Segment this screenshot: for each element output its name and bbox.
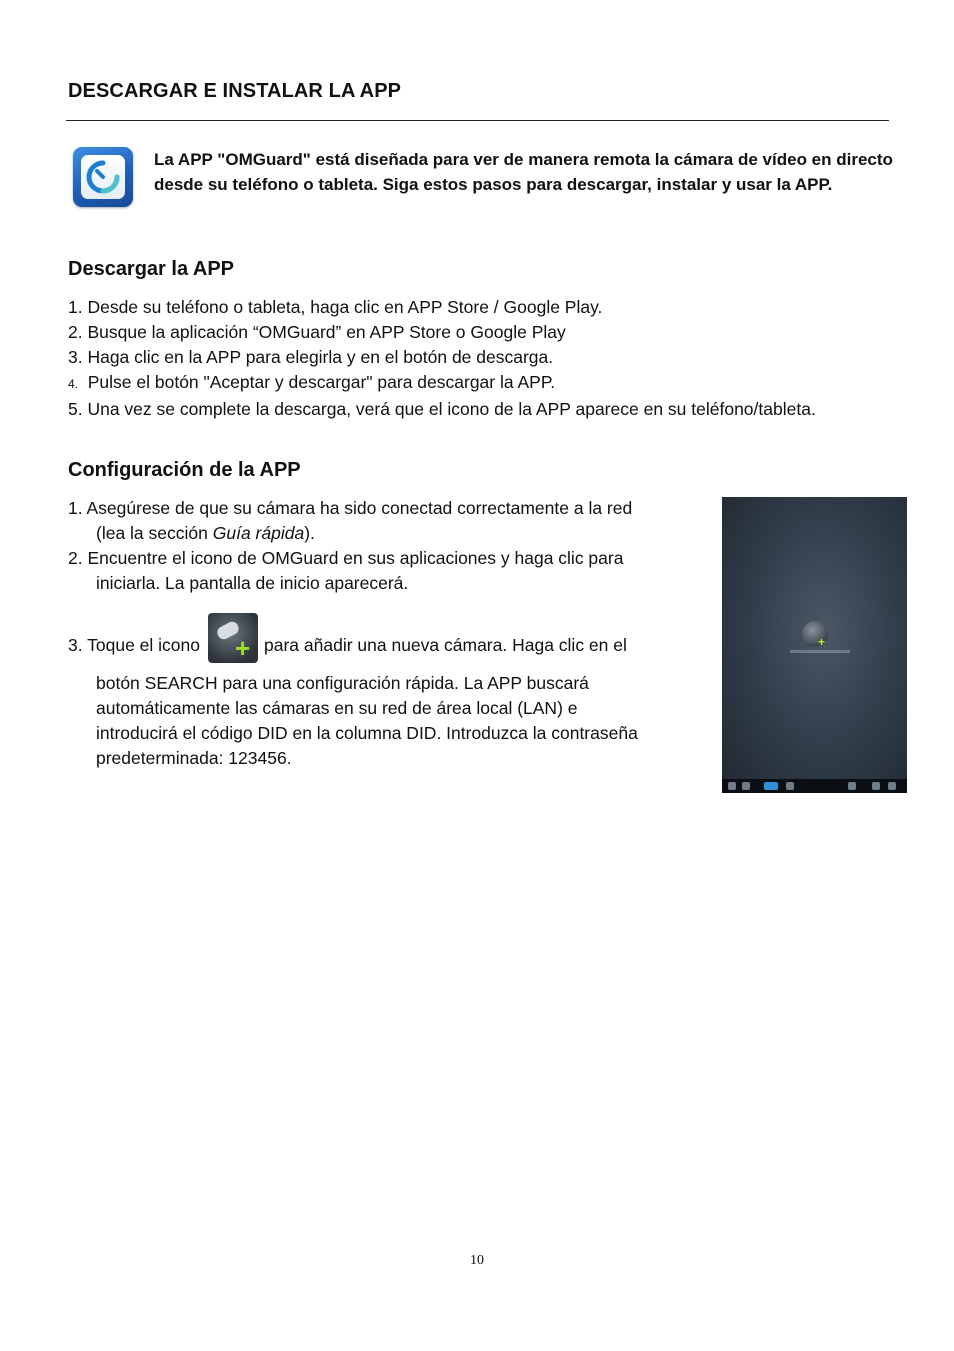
download-step-5: 5. Una vez se complete la descarga, verá que el icono de la APP aparece en su teléfono/tableta. <box>68 399 816 419</box>
download-step-2: 2. Busque la aplicación “OMGuard” en APP Store o Google Play <box>68 322 566 342</box>
status-icon <box>848 782 856 790</box>
download-step-4 <box>68 370 898 397</box>
config-step-1-cont <box>68 521 708 546</box>
config-step-3-line-2: botón SEARCH para una configuración rápida. La APP buscará <box>96 673 589 693</box>
config-step-3-line-3: automáticamente las cámaras en su red de área local (LAN) e <box>96 698 578 718</box>
config-step-3-line <box>68 613 728 663</box>
add-camera-icon: + <box>208 613 258 663</box>
config-step-3-line-5: predeterminada: 123456. <box>96 748 292 768</box>
title-divider <box>66 120 889 121</box>
config-step-3-rest <box>68 671 728 771</box>
config-step-2: 2. Encuentre el icono de OMGuard en sus aplicaciones y haga clic para <box>68 548 624 568</box>
config-step-1: 1. Asegúrese de que su cámara ha sido conectad correctamente a la red <box>68 498 633 518</box>
config-step-3 <box>68 613 728 771</box>
guia-rapida-ref: Guía rápida <box>212 523 305 543</box>
config-step-3-pre: 3. Toque el icono <box>68 635 201 655</box>
download-heading: Descargar la APP <box>68 258 235 280</box>
download-step-4-text: Pulse el botón "Aceptar y descargar" para descargar la APP. <box>87 372 556 392</box>
recent-apps-icon <box>764 782 778 790</box>
battery-icon <box>888 782 896 790</box>
menu-icon <box>786 782 794 790</box>
config-step-3-line-4: introducirá el código DID en la columna DID. Introduzca la contraseña <box>96 723 638 743</box>
config-step-1-pre: (lea la sección <box>96 523 213 543</box>
download-step-3: 3. Haga clic en la APP para elegirla y en el botón de descarga. <box>68 347 554 367</box>
config-heading: Configuración de la APP <box>68 459 301 481</box>
caption-line <box>790 650 850 653</box>
tablet-screenshot <box>722 497 907 793</box>
tablet-nav-bar <box>722 779 907 793</box>
intro-text: La APP "OMGuard" está diseñada para ver de manera remota la cámara de vídeo en directo desde su teléfono o tableta. Siga estos pasos para descargar, instalar y usar la APP. <box>154 150 893 194</box>
plus-icon: + <box>818 635 826 649</box>
config-step-2-cont: iniciarla. La pantalla de inicio aparecerá. <box>96 573 409 593</box>
page-number: 10 <box>470 1253 484 1268</box>
wifi-icon <box>872 782 880 790</box>
home-icon <box>742 782 750 790</box>
config-step-3-post: para añadir una nueva cámara. Haga clic en el <box>264 635 627 655</box>
config-step-1-post: ). <box>304 523 315 543</box>
download-step-1: 1. Desde su teléfono o tableta, haga clic en APP Store / Google Play. <box>68 297 603 317</box>
download-steps <box>68 295 898 422</box>
omguard-app-icon <box>73 147 133 207</box>
config-steps <box>68 496 708 596</box>
back-icon <box>728 782 736 790</box>
step-4-number: 4. <box>68 377 79 391</box>
page-title: DESCARGAR E INSTALAR LA APP <box>68 80 402 102</box>
